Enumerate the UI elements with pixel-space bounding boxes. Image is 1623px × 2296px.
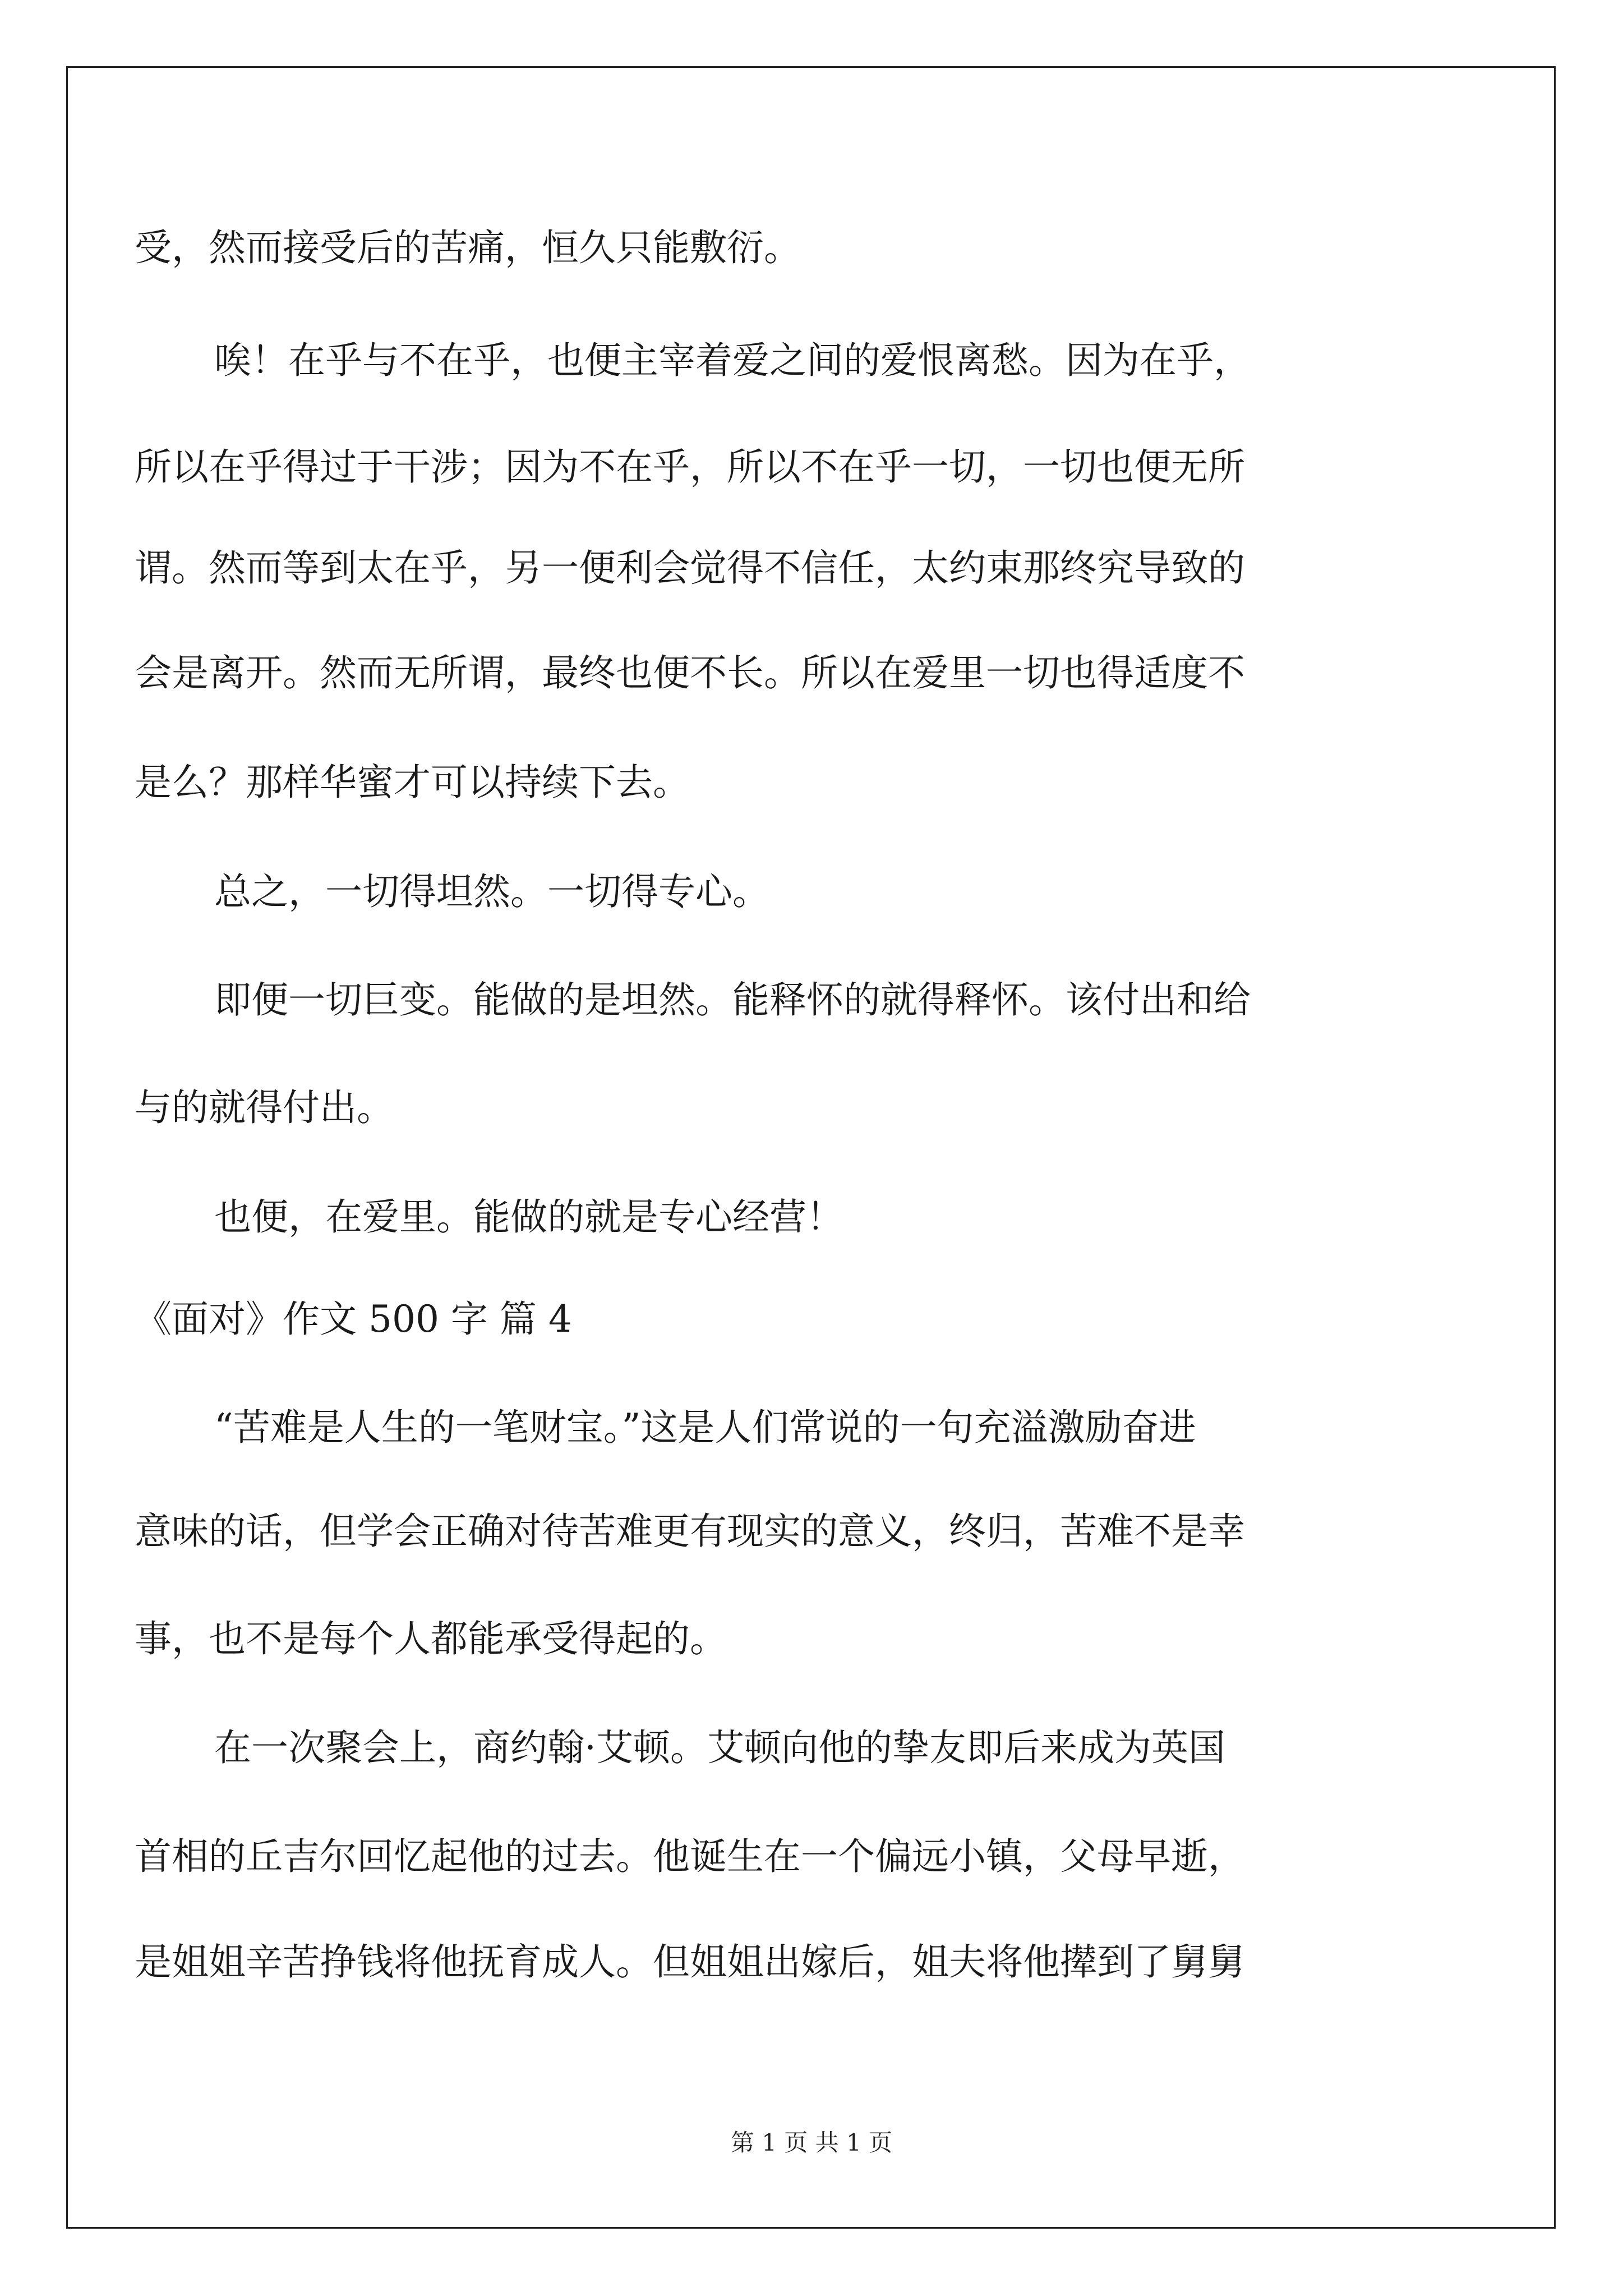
text-line: 与的就得付出。 [135,1086,394,1129]
text-line: “苦难是人生的一笔财宝。”这是人们常说的一句充溢激励奋进 [214,1406,1196,1449]
page-border [66,66,1556,2229]
text-line: 会是离开。然而无所谓，最终也便不长。所以在爱里一切也得适度不 [135,651,1245,694]
text-line: 所以在乎得过于干涉；因为不在乎，所以不在乎一切，一切也便无所 [135,445,1245,489]
text-line: 事，也不是每个人都能承受得起的。 [135,1617,727,1660]
text-line: 也便，在爱里。能做的就是专心经营！ [214,1195,843,1239]
text-line: 意味的话，但学会正确对待苦难更有现实的意义，终归，苦难不是幸 [135,1510,1245,1553]
text-line: 即便一切巨变。能做的是坦然。能释怀的就得释怀。该付出和给 [214,978,1251,1022]
text-line: 是姐姐辛苦挣钱将他抚育成人。但姐姐出嫁后，姐夫将他撵到了舅舅 [135,1940,1245,1984]
text-line: 首相的丘吉尔回忆起他的过去。他诞生在一个偏远小镇，父母早逝， [135,1835,1245,1878]
text-line: 总之，一切得坦然。一切得专心。 [214,870,769,913]
text-line: 受，然而接受后的苦痛，恒久只能敷衍。 [135,226,801,269]
text-line: 唉！在乎与不在乎，也便主宰着爱之间的爱恨离愁。因为在乎， [214,339,1251,382]
page-footer: 第 1 页 共 1 页 [730,2129,893,2156]
text-line: 在一次聚会上，商约翰·艾顿。艾顿向他的挚友即后来成为英国 [214,1726,1225,1769]
section-heading: 《面对》作文 500 字 篇 4 [135,1297,572,1341]
text-line: 谓。然而等到太在乎，另一便利会觉得不信任，太约束那终究导致的 [135,546,1245,590]
text-line: 是么？那样华蜜才可以持续下去。 [135,761,690,804]
